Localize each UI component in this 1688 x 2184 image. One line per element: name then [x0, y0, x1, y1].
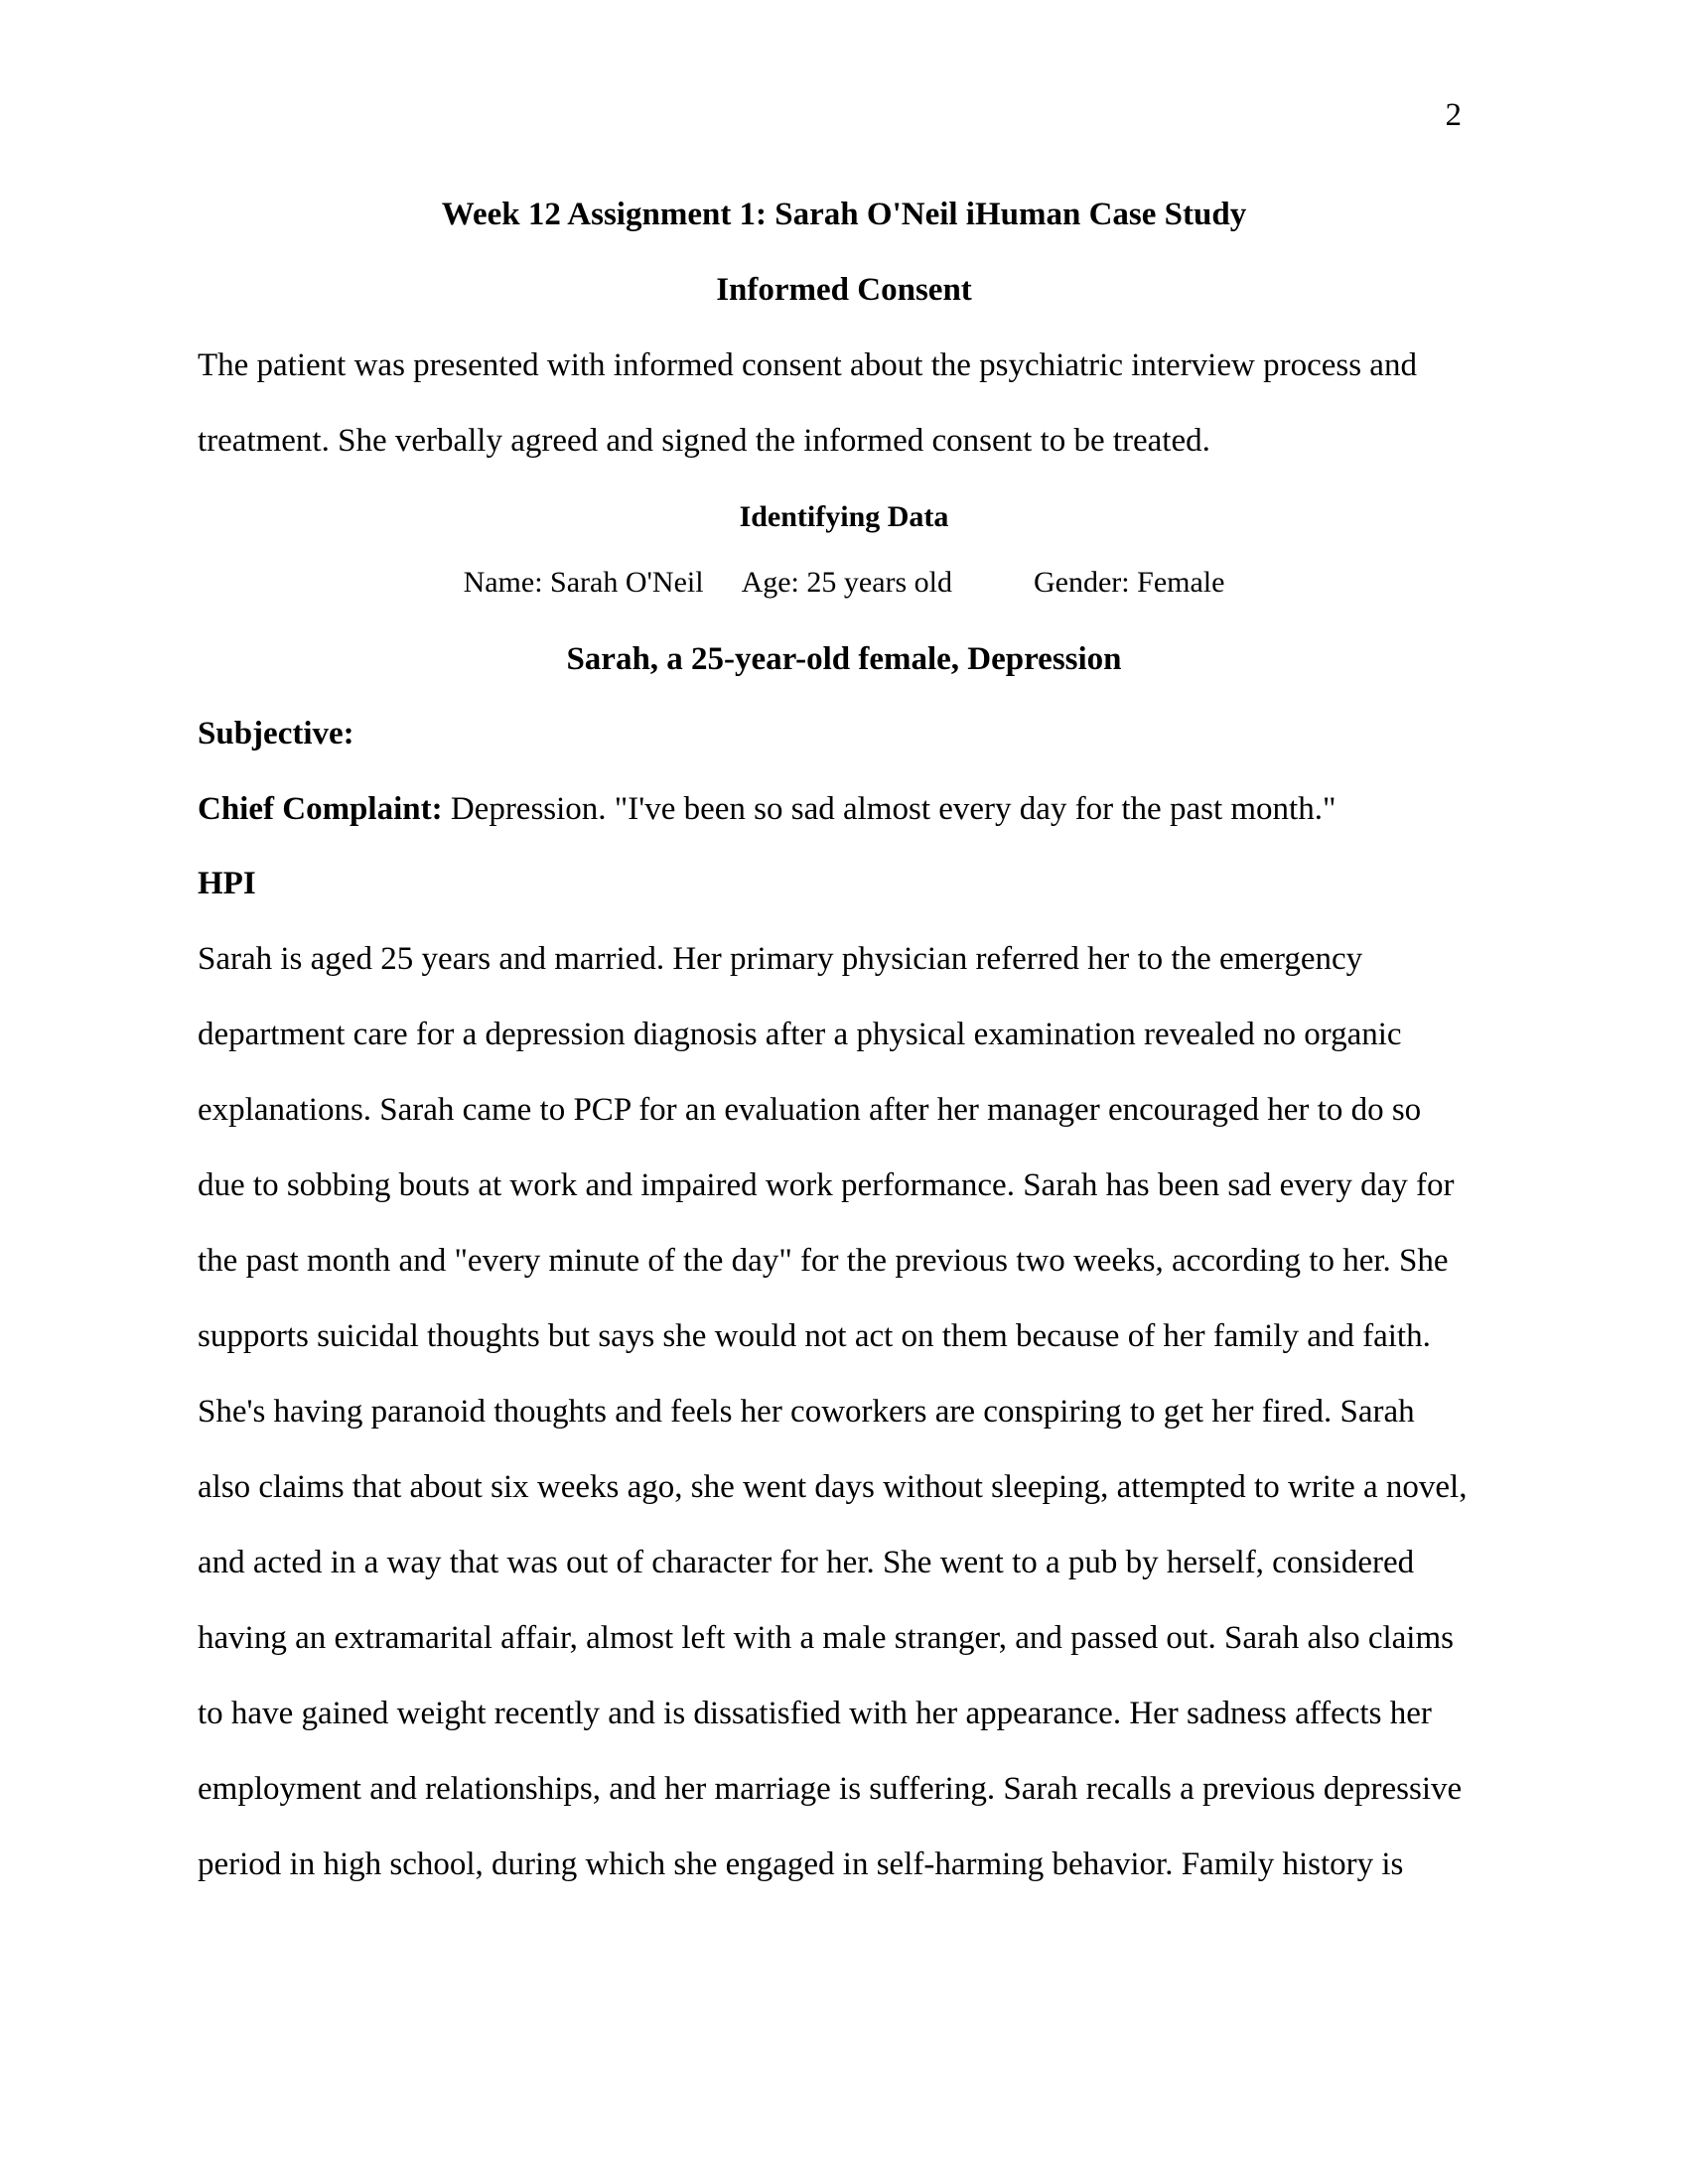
case-heading: Sarah, a 25-year-old female, Depression: [566, 641, 1122, 677]
hpi-line: and acted in a way that was out of character for her. She went to a pub by herself, considered: [198, 1545, 1415, 1580]
hpi-line: also claims that about six weeks ago, she went days without sleeping, attempted to write a novel,: [198, 1469, 1468, 1505]
hpi-line: due to sobbing bouts at work and impaired work performance. Sarah has been sad every day for: [198, 1167, 1455, 1203]
hpi-line: She's having paranoid thoughts and feels her coworkers are conspiring to get her fired. Sarah: [198, 1394, 1415, 1430]
hpi-line: period in high school, during which she engaged in self-harming behavior. Family history is: [198, 1846, 1404, 1882]
patient-name: Name: Sarah O'Neil: [463, 566, 704, 599]
hpi-line: the past month and "every minute of the day" for the previous two weeks, according to her. She: [198, 1243, 1449, 1279]
subjective-heading: Subjective:: [198, 716, 354, 751]
hpi-line: department care for a depression diagnosis after a physical examination revealed no organic: [198, 1017, 1402, 1052]
hpi-line: employment and relationships, and her marriage is suffering. Sarah recalls a previous depressive: [198, 1771, 1463, 1807]
chief-complaint: [198, 789, 1488, 829]
informed-consent-line: treatment. She verbally agreed and signed the informed consent to be treated.: [198, 423, 1210, 459]
informed-consent-line: The patient was presented with informed consent about the psychiatric interview process and: [198, 347, 1417, 383]
informed-consent-heading: Informed Consent: [716, 272, 972, 308]
hpi-line: having an extramarital affair, almost left with a male stranger, and passed out. Sarah also claims: [198, 1620, 1454, 1656]
hpi-line: explanations. Sarah came to PCP for an evaluation after her manager encouraged her to do so: [198, 1092, 1422, 1128]
patient-age: Age: 25 years old: [741, 566, 953, 599]
chief-complaint-label: Chief Complaint:: [198, 791, 443, 827]
identifying-data-heading: Identifying Data: [739, 500, 949, 533]
patient-gender: Gender: Female: [1034, 566, 1225, 599]
chief-complaint-text: Depression. "I've been so sad almost every day for the past month.": [442, 791, 1336, 827]
hpi-line: supports suicidal thoughts but says she would not act on them because of her family and faith.: [198, 1318, 1431, 1354]
hpi-heading: HPI: [198, 866, 256, 901]
hpi-line: to have gained weight recently and is dissatisfied with her appearance. Her sadness affects her: [198, 1696, 1432, 1731]
document-title: Week 12 Assignment 1: Sarah O'Neil iHuman Case Study: [441, 197, 1247, 232]
page-number: 2: [1445, 97, 1462, 133]
identifying-data-row: [0, 566, 1688, 600]
hpi-line: Sarah is aged 25 years and married. Her primary physician referred her to the emergency: [198, 941, 1363, 977]
